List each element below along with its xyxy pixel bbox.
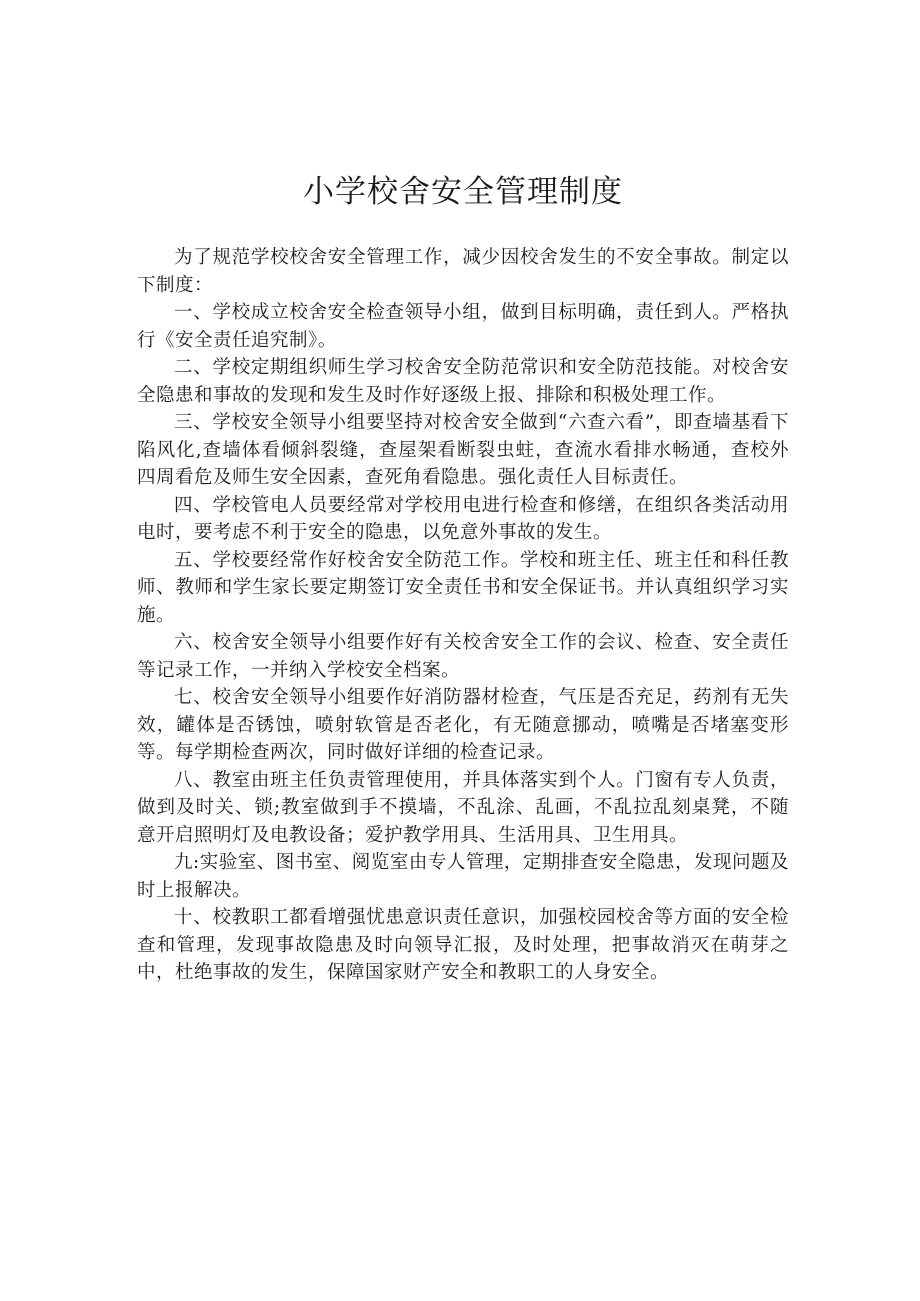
- intro-paragraph: 为了规范学校校舍安全管理工作，减少因校舍发生的不安全事故。制定以下制度：: [137, 247, 789, 296]
- clause-7-paragraph: 七、校舍安全领导小组要作好消防器材检查，气压是否充足，药剂有无失效，罐体是否锈蚀，喷射软管是否老化，有无随意挪动，喷嘴是否堵塞变形等。每学期检查两次，同时做好详细的检查记录。: [137, 687, 789, 763]
- document-title: 小学校舍安全管理制度: [303, 174, 623, 210]
- clause-5-paragraph: 五、学校要经常作好校舍安全防范工作。学校和班主任、班主任和科任教师、教师和学生家长要定期签订安全责任书和安全保证书。并认真组织学习实施。: [137, 549, 789, 626]
- clause-9-paragraph: 九:实验室、图书室、阅览室由专人管理，定期排查安全隐患，发现问题及时上报解决。: [137, 852, 789, 901]
- clause-1-paragraph: 一、学校成立校舍安全检查领导小组，做到目标明确，责任到人。严格执行《安全责任追究制》。: [137, 302, 789, 351]
- clause-3-paragraph: 三、学校安全领导小组要坚持对校舍安全做到“六查六看”，即查墙基看下陷风化,查墙体看倾斜裂缝，查屋架看断裂虫蛀，查流水看排水畅通，查校外四周看危及师生安全因素，查死角看隐患。强化责任人目标责任。: [137, 412, 789, 488]
- clause-4-paragraph: 四、学校管电人员要经常对学校用电进行检查和修缮，在组织各类活动用电时，要考虑不利于安全的隐患，以免意外事故的发生。: [137, 494, 789, 543]
- clause-2-paragraph: 二、学校定期组织师生学习校舍安全防范常识和安全防范技能。对校舍安全隐患和事故的发现和发生及时作好逐级上报、排除和积极处理工作。: [137, 357, 789, 406]
- clause-8-paragraph: 八、教室由班主任负责管理使用，并具体落实到个人。门窗有专人负责，做到及时关、锁;教室做到手不摸墙，不乱涂、乱画，不乱拉乱刻桌凳，不随意开启照明灯及电教设备；爱护教学用具、生活用具、卫生用具。: [137, 769, 789, 846]
- document-page: [137, 170, 789, 987]
- clause-6-paragraph: 六、校舍安全领导小组要作好有关校舍安全工作的会议、检查、安全责任等记录工作，一并纳入学校安全档案。: [137, 632, 789, 681]
- document-body: [137, 244, 789, 987]
- clause-10-paragraph: 十、校教职工都看增强忧患意识责任意识，加强校园校舍等方面的安全检查和管理，发现事故隐患及时向领导汇报，及时处理，把事故消灭在萌芽之中，杜绝事故的发生，保障国家财产安全和教职工的人身安全。: [137, 907, 789, 983]
